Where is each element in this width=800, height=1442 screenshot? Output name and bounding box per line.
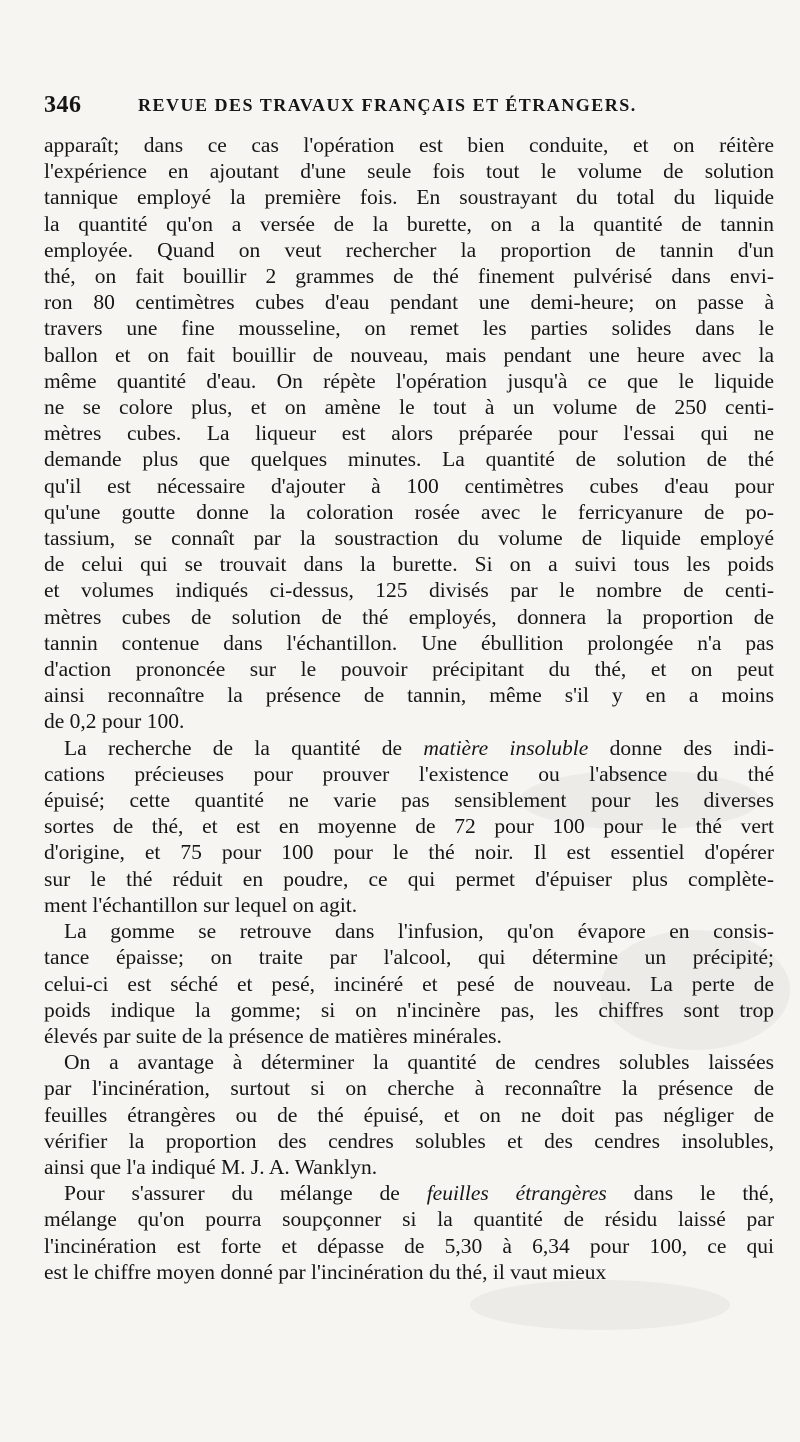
body-text bbox=[44, 132, 774, 1285]
text-line: par l'incinération, surtout si on cherche à reconnaître la présence de bbox=[44, 1076, 774, 1101]
text-line: ron 80 centimètres cubes d'eau pendant une demi-heure; on passe à bbox=[44, 290, 774, 315]
paragraph bbox=[44, 132, 774, 735]
text-line: tassium, se connaît par la soustraction du volume de liquide employé bbox=[44, 526, 774, 551]
text-line: mètres cubes de solution de thé employés, donnera la proportion de bbox=[44, 604, 774, 629]
text-line: travers une fine mousseline, on remet les parties solides dans le bbox=[44, 316, 774, 341]
text-line: On a avantage à déterminer la quantité de cendres solubles laissées bbox=[64, 1050, 774, 1075]
page-header bbox=[44, 92, 768, 124]
text-line: employée. Quand on veut rechercher la proportion de tannin d'un bbox=[44, 237, 774, 262]
text-line: feuilles étrangères ou de thé épuisé, et on ne doit pas négliger de bbox=[44, 1102, 774, 1127]
text-line: demande plus que quelques minutes. La quantité de solution de thé bbox=[44, 447, 774, 472]
text-line: qu'il est nécessaire d'ajouter à 100 centimètres cubes d'eau pour bbox=[44, 473, 774, 498]
text-line: l'expérience en ajoutant d'une seule fois tout le volume de solution bbox=[44, 159, 774, 184]
text-line: d'origine, et 75 pour 100 pour le thé noir. Il est essentiel d'opérer bbox=[44, 840, 774, 865]
text-line: est le chiffre moyen donné par l'incinération du thé, il vaut mieux bbox=[44, 1259, 607, 1284]
text-line: qu'une goutte donne la coloration rosée avec le ferricyanure de po- bbox=[44, 499, 774, 524]
paragraph bbox=[44, 735, 774, 918]
text-line: ment l'échantillon sur lequel on agit. bbox=[44, 892, 358, 917]
text-line: ballon et on fait bouillir de nouveau, mais pendant une heure avec la bbox=[44, 342, 774, 367]
paragraph bbox=[44, 1049, 774, 1180]
page-stain bbox=[470, 1280, 730, 1330]
text-line: poids indique la gomme; si on n'incinère pas, les chiffres sont trop bbox=[44, 997, 774, 1022]
running-head: REVUE DES TRAVAUX FRANÇAIS ET ÉTRANGERS. bbox=[138, 95, 637, 115]
text-line: Pour s'assurer du mélange de feuilles étrangères dans le thé, bbox=[64, 1181, 774, 1206]
text-line: de 0,2 pour 100. bbox=[44, 709, 185, 734]
text-line: mélange qu'on pourra soupçonner si la quantité de résidu laissé par bbox=[44, 1207, 774, 1232]
text-line: élevés par suite de la présence de matières minérales. bbox=[44, 1023, 502, 1048]
text-line: cations précieuses pour prouver l'existence ou l'absence du thé bbox=[44, 761, 774, 786]
text-line: La gomme se retrouve dans l'infusion, qu'on évapore en consis- bbox=[64, 919, 774, 944]
paragraph bbox=[44, 1180, 774, 1285]
text-line: l'incinération est forte et dépasse de 5,30 à 6,34 pour 100, ce qui bbox=[44, 1233, 774, 1258]
text-line: vérifier la proportion des cendres solubles et des cendres insolubles, bbox=[44, 1128, 774, 1153]
text-line: et volumes indiqués ci-dessus, 125 divisés par le nombre de centi- bbox=[44, 578, 774, 603]
text-line: tannin contenue dans l'échantillon. Une ébullition prolongée n'a pas bbox=[44, 630, 774, 655]
text-line: tance épaisse; on traite par l'alcool, qui détermine un précipité; bbox=[44, 945, 774, 970]
text-line: d'action prononcée sur le pouvoir précipitant du thé, et on peut bbox=[44, 657, 774, 682]
text-line: de celui qui se trouvait dans la burette. Si on a suivi tous les poids bbox=[44, 552, 774, 577]
text-line: même quantité d'eau. On répète l'opération jusqu'à ce que le liquide bbox=[44, 368, 774, 393]
text-line: mètres cubes. La liqueur est alors préparée pour l'essai qui ne bbox=[44, 421, 774, 446]
text-line: La recherche de la quantité de matière insoluble donne des indi- bbox=[64, 735, 774, 760]
text-line: sur le thé réduit en poudre, ce qui permet d'épuiser plus complète- bbox=[44, 866, 774, 891]
text-line: la quantité qu'on a versée de la burette, on a la quantité de tannin bbox=[44, 211, 774, 236]
text-line: celui-ci est séché et pesé, incinéré et pesé de nouveau. La perte de bbox=[44, 971, 774, 996]
text-line: ne se colore plus, et on amène le tout à un volume de 250 centi- bbox=[44, 395, 774, 420]
paragraph bbox=[44, 918, 774, 1049]
text-line: épuisé; cette quantité ne varie pas sensiblement pour les diverses bbox=[44, 788, 774, 813]
text-line: ainsi reconnaître la présence de tannin, même s'il y en a moins bbox=[44, 683, 774, 708]
text-line: apparaît; dans ce cas l'opération est bien conduite, et on réitère bbox=[44, 133, 774, 157]
page-number: 346 bbox=[44, 92, 82, 118]
text-line: thé, on fait bouillir 2 grammes de thé finement pulvérisé dans envi- bbox=[44, 264, 774, 289]
text-line: tannique employé la première fois. En soustrayant du total du liquide bbox=[44, 185, 774, 210]
text-line: sortes de thé, et est en moyenne de 72 pour 100 pour le thé vert bbox=[44, 814, 774, 839]
text-line: ainsi que l'a indiqué M. J. A. Wanklyn. bbox=[44, 1154, 378, 1179]
